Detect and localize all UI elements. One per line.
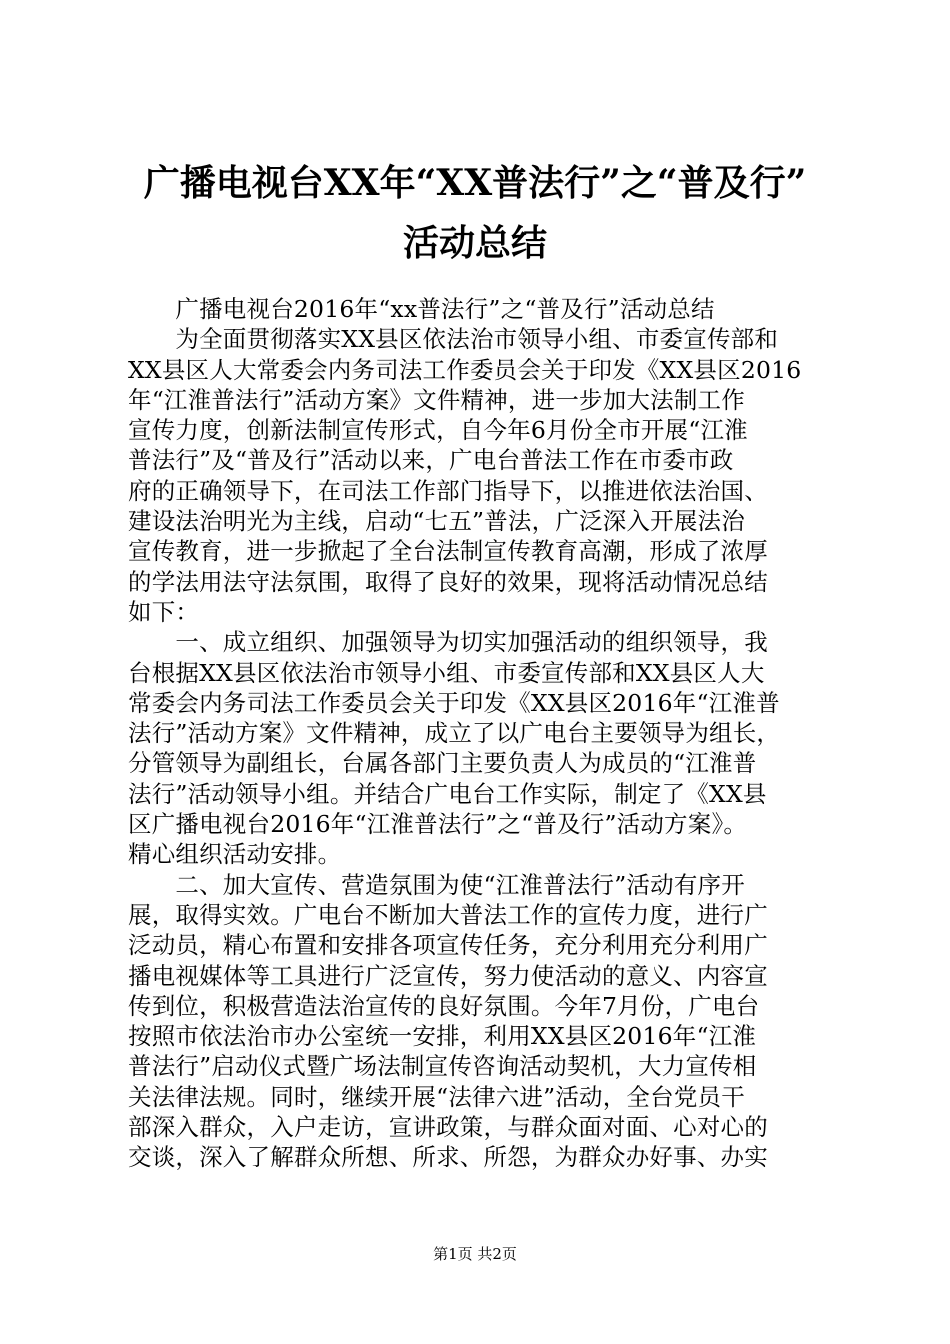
body-line: 台根据XX县区依法治市领导小组、市委宣传部和XX县区人大	[128, 658, 765, 687]
body-line: 区广播电视台2016年“江淮普法行”之“普及行”活动方案》。	[128, 810, 748, 839]
body-line: 交谈，深入了解群众所想、所求、所怨，为群众办好事、办实	[128, 1143, 768, 1172]
body-line: 一、成立组织、加强领导为切实加强活动的组织领导，我	[128, 628, 768, 657]
body-line: 展，取得实效。广电台不断加大普法工作的宣传力度，进行广	[128, 900, 768, 929]
document-title-line-1: 广播电视台XX年“XX普法行”之“普及行”	[143, 162, 807, 204]
body-line: 宣传力度，创新法制宣传形式，自今年6月份全市开展“江淮	[128, 416, 748, 445]
body-line: 为全面贯彻落实XX县区依法治市领导小组、市委宣传部和	[128, 325, 779, 354]
body-line: 法行”活动方案》文件精神，成立了以广电台主要领导为组长，	[128, 719, 781, 748]
body-line: 广播电视台2016年“xx普法行”之“普及行”活动总结	[128, 295, 715, 323]
document-title-line-2: 活动总结	[402, 222, 547, 264]
body-line: 泛动员，精心布置和安排各项宣传任务，充分利用充分利用广	[128, 931, 768, 960]
body-line: 如下：	[128, 597, 200, 626]
body-line: 常委会内务司法工作委员会关于印发《XX县区2016年“江淮普	[128, 688, 780, 717]
body-line: 二、加大宣传、营造氛围为使“江淮普法行”活动有序开	[128, 870, 745, 899]
body-line: 关法律法规。同时，继续开展“法律六进”活动，全台党员干	[128, 1082, 745, 1111]
body-line: 普法行”启动仪式暨广场法制宣传咨询活动契机，大力宣传相	[128, 1052, 757, 1081]
body-line: 传到位，积极营造法治宣传的良好氛围。今年7月份，广电台	[128, 991, 760, 1020]
body-line: 分管领导为副组长，台属各部门主要负责人为成员的“江淮普	[128, 749, 757, 778]
body-line: 建设法治明光为主线，启动“七五”普法，广泛深入开展法治	[128, 507, 745, 536]
page-footer: 第1页 共2页	[433, 1245, 517, 1263]
document-body	[128, 294, 838, 1173]
body-line: 年“江淮普法行”活动方案》文件精神，进一步加大法制工作	[128, 385, 745, 414]
body-line: 按照市依法治市办公室统一安排，利用XX县区2016年“江淮	[128, 1022, 757, 1051]
body-line: 宣传教育，进一步掀起了全台法制宣传教育高潮，形成了浓厚	[128, 537, 768, 566]
body-line: 的学法用法守法氛围，取得了良好的效果，现将活动情况总结	[128, 567, 768, 596]
body-line: 法行”活动领导小组。并结合广电台工作实际，制定了《XX县	[128, 779, 767, 808]
body-line: 普法行”及“普及行”活动以来，广电台普法工作在市委市政	[128, 446, 734, 475]
body-line: 部深入群众，入户走访，宣讲政策，与群众面对面、心对心的	[128, 1113, 768, 1142]
body-line: 府的正确领导下，在司法工作部门指导下，以推进依法治国、	[128, 476, 768, 505]
body-line: 播电视媒体等工具进行广泛宣传，努力使活动的意义、内容宣	[128, 961, 768, 990]
body-line: XX县区人大常委会内务司法工作委员会关于印发《XX县区2016	[128, 355, 802, 384]
body-line: 精心组织活动安排。	[128, 840, 342, 869]
